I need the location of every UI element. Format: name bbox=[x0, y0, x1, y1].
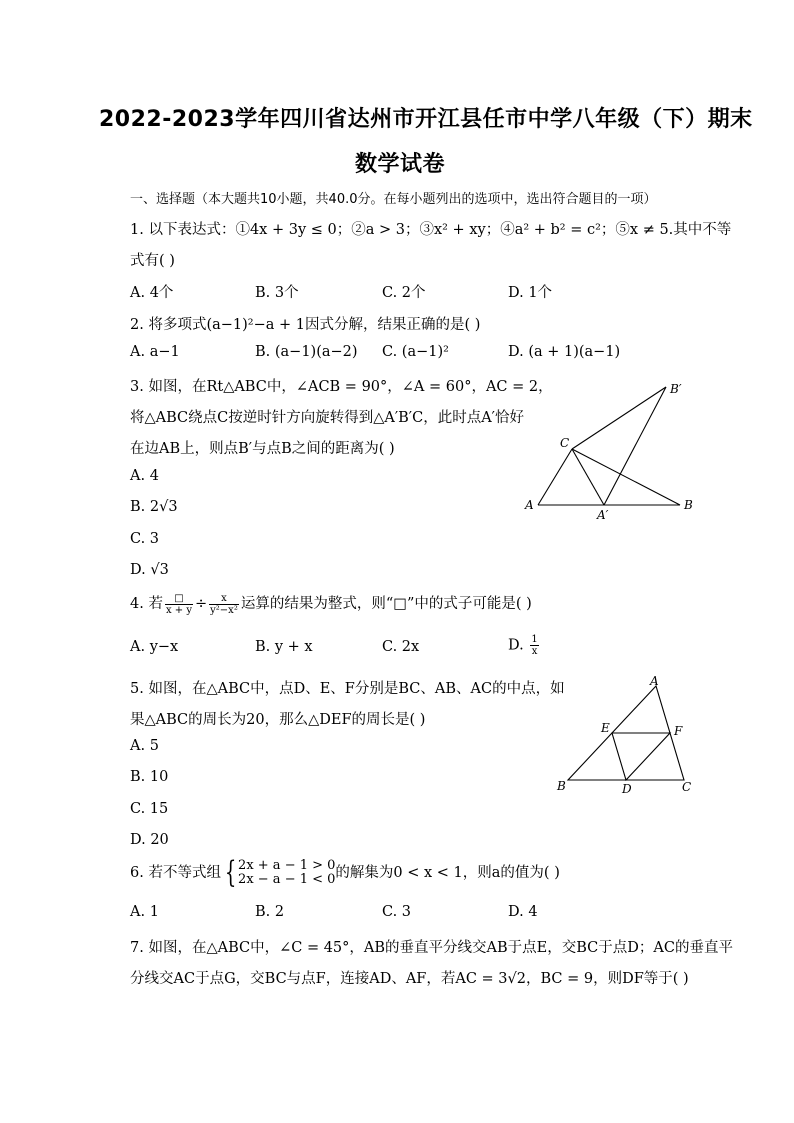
q4-fraction-1 bbox=[165, 593, 193, 616]
q4-option-b[interactable]: B. y + x bbox=[255, 639, 313, 655]
q3-segment-a1b1 bbox=[604, 387, 666, 505]
q4-option-d-label: D. bbox=[508, 637, 524, 654]
q6-line1 bbox=[130, 855, 560, 890]
q4-option-d-fraction bbox=[530, 634, 538, 657]
q3-figure bbox=[520, 378, 700, 523]
q4-option-c[interactable]: C. 2x bbox=[382, 639, 420, 655]
q3-option-a[interactable]: A. 4 bbox=[130, 468, 159, 484]
q1-option-c[interactable]: C. 2个 bbox=[382, 285, 426, 301]
q2-option-d[interactable]: D. (a + 1)(a−1) bbox=[508, 344, 621, 360]
q2-line1: 2. 将多项式(a−1)²−a + 1因式分解，结果正确的是( ) bbox=[130, 317, 481, 333]
q6-option-b[interactable]: B. 2 bbox=[255, 904, 285, 920]
q7-line2: 分线交AC于点G，交BC与点F，连接AD、AF，若AC = 3√2，BC = 9，则DF等于( ) bbox=[130, 971, 689, 987]
q4-option-a[interactable]: A. y−x bbox=[130, 639, 179, 655]
q4-fraction-2 bbox=[209, 593, 239, 616]
q7-line1: 7. 如图，在△ABC中，∠C = 45°，AB的垂直平分线交AB于点E，交BC于点D；AC的垂直平 bbox=[130, 940, 733, 956]
q6-option-a[interactable]: A. 1 bbox=[130, 904, 159, 920]
q5-label-d: D bbox=[622, 782, 632, 796]
q1-option-b[interactable]: B. 3个 bbox=[255, 285, 299, 301]
q4-suffix: 运算的结果为整式，则“□”中的式子可能是( ) bbox=[240, 596, 532, 612]
q3-label-c: C bbox=[560, 436, 570, 450]
q5-label-a: A bbox=[650, 674, 659, 688]
q3-label-a: A bbox=[525, 498, 534, 512]
q4-frac1-den: x + y bbox=[165, 604, 192, 616]
q3-label-a-prime: A′ bbox=[597, 508, 609, 522]
q6-option-d[interactable]: D. 4 bbox=[508, 904, 538, 920]
q5-option-b[interactable]: B. 10 bbox=[130, 769, 169, 785]
q6-option-c[interactable]: C. 3 bbox=[382, 904, 412, 920]
q2-option-a[interactable]: A. a−1 bbox=[130, 344, 180, 360]
q5-label-e: E bbox=[601, 721, 610, 735]
q4-option-d[interactable] bbox=[508, 634, 541, 657]
q2-option-c[interactable]: C. (a−1)² bbox=[382, 344, 449, 360]
q6-prefix: 6. 若不等式组 bbox=[130, 865, 221, 881]
q4-frac2-den: y²−x² bbox=[210, 604, 238, 616]
q4-div-sign: ÷ bbox=[194, 596, 208, 612]
q1-line1: 1. 以下表达式：①4x + 3y ≤ 0；②a > 3；③x² + xy；④a² + b² = c²；⑤x ≠ 5.其中不等 bbox=[130, 222, 732, 238]
q3-segment-cb1 bbox=[572, 387, 666, 449]
q4-optd-den: x bbox=[531, 646, 538, 657]
page-title-line2: 数学试卷 bbox=[355, 152, 446, 177]
q5-option-d[interactable]: D. 20 bbox=[130, 832, 169, 848]
q5-label-c: C bbox=[682, 780, 692, 794]
q4-frac2-num: x bbox=[209, 593, 239, 605]
q6-eq2: 2x − a − 1 < 0 bbox=[238, 872, 336, 887]
q4-line1 bbox=[130, 592, 532, 616]
q3-segment-ac bbox=[538, 449, 572, 505]
q5-line2: 果△ABC的周长为20，那么△DEF的周长是( ) bbox=[130, 712, 426, 728]
page-title-line1: 2022-2023学年四川省达州市开江县任市中学八年级（下）期末 bbox=[99, 107, 753, 132]
q1-option-a[interactable]: A. 4个 bbox=[130, 285, 174, 301]
q3-option-c[interactable]: C. 3 bbox=[130, 531, 160, 547]
q3-option-d[interactable]: D. √3 bbox=[130, 562, 169, 578]
section-header: 一、选择题（本大题共10小题，共40.0分。在每小题列出的选项中，选出符合题目的一项） bbox=[130, 192, 657, 207]
q3-line3: 在边AB上，则点B′与点B之间的距离为( ) bbox=[130, 441, 395, 457]
q6-eq1: 2x + a − 1 > 0 bbox=[238, 858, 336, 873]
q5-option-a[interactable]: A. 5 bbox=[130, 738, 159, 754]
q1-line2: 式有( ) bbox=[130, 253, 175, 269]
q5-label-b: B bbox=[557, 779, 566, 793]
q6-suffix: 的解集为0 < x < 1，则a的值为( ) bbox=[335, 865, 560, 881]
q5-label-f: F bbox=[674, 724, 683, 738]
q4-frac1-num: □ bbox=[165, 593, 193, 605]
q3-option-b[interactable]: B. 2√3 bbox=[130, 499, 178, 515]
q3-label-b-prime: B′ bbox=[670, 382, 682, 396]
q6-system bbox=[238, 859, 335, 887]
q5-option-c[interactable]: C. 15 bbox=[130, 801, 169, 817]
q3-line1: 3. 如图，在Rt△ABC中，∠ACB = 90°，∠A = 60°，AC = 2， bbox=[130, 379, 553, 395]
q3-label-b: B bbox=[684, 498, 693, 512]
q3-line2: 将△ABC绕点C按逆时针方向旋转得到△A′B′C，此时点A′恰好 bbox=[130, 410, 524, 426]
q6-brace: { bbox=[224, 855, 237, 890]
q5-triangle-def bbox=[612, 733, 670, 780]
q5-figure bbox=[548, 670, 698, 800]
q1-option-d[interactable]: D. 1个 bbox=[508, 285, 553, 301]
q5-line1: 5. 如图，在△ABC中，点D、E、F分别是BC、AB、AC的中点，如 bbox=[130, 681, 565, 697]
q2-option-b[interactable]: B. (a−1)(a−2) bbox=[255, 344, 358, 360]
q4-prefix: 4. 若 bbox=[130, 596, 163, 612]
q4-optd-num: 1 bbox=[531, 634, 538, 645]
